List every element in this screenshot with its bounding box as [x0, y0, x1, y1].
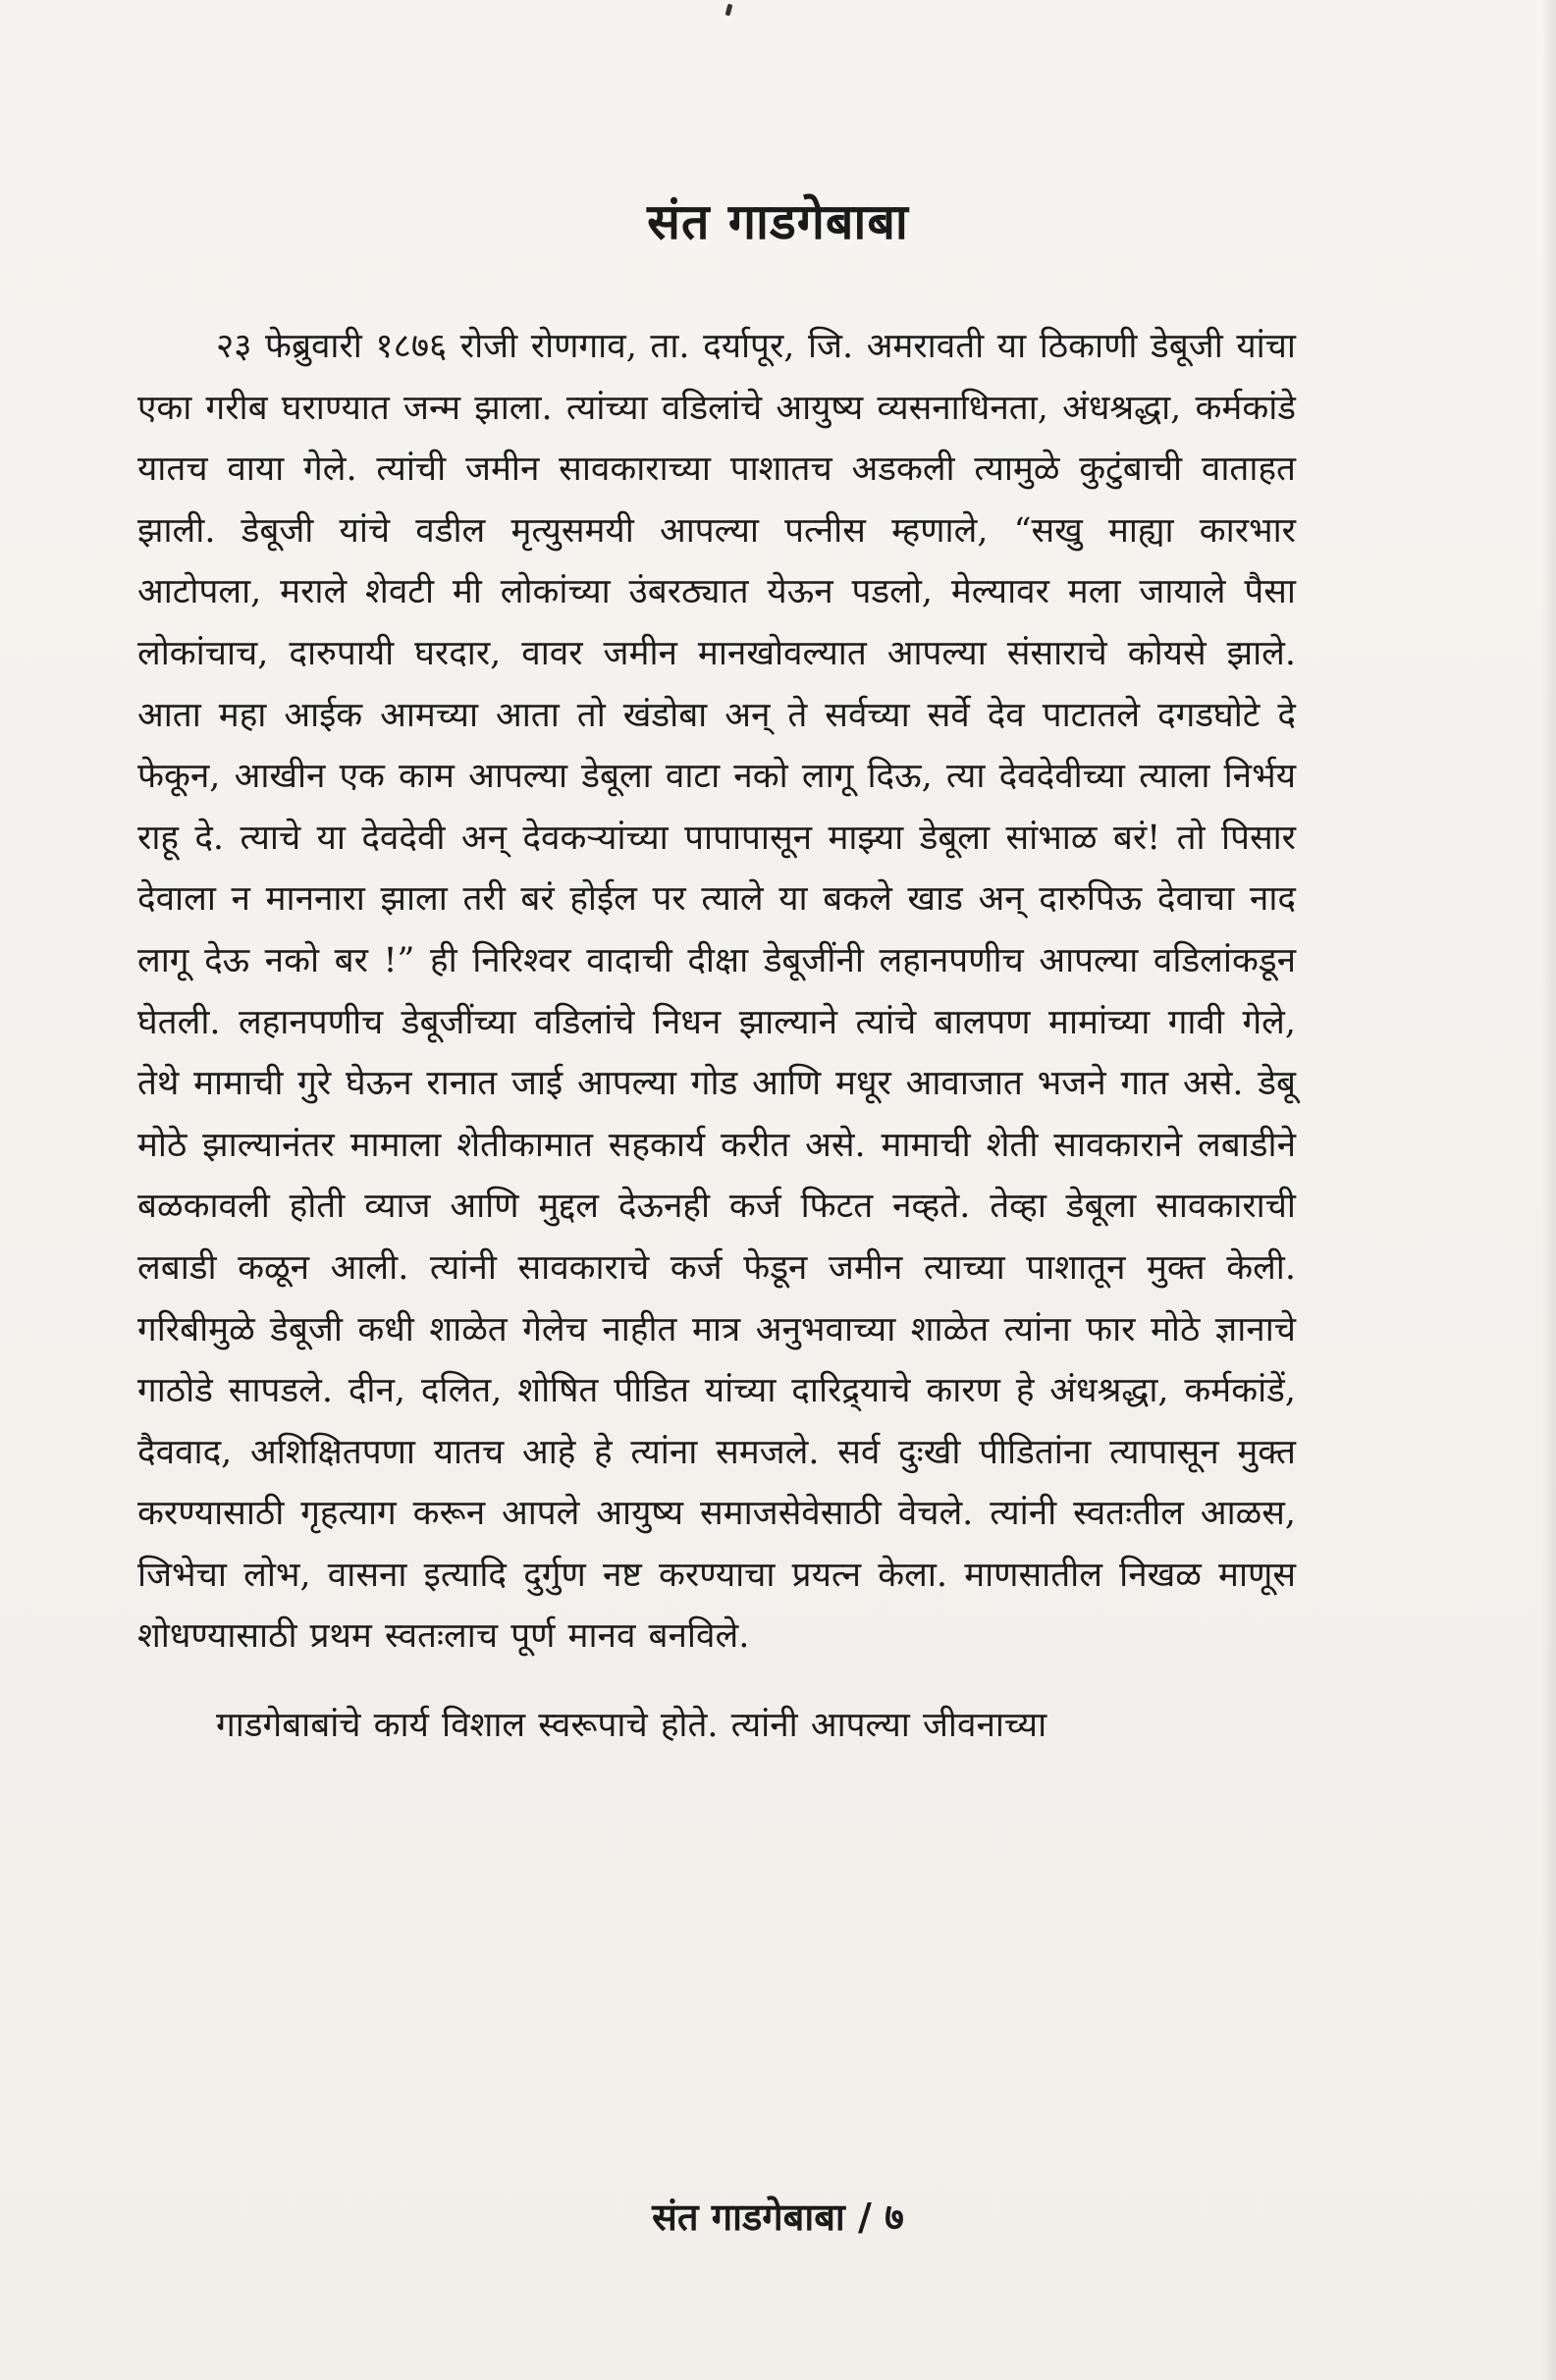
page-title: संत गाडगेबाबा	[647, 192, 909, 250]
body-text	[137, 316, 1296, 1757]
paragraph-2: गाडगेबाबांचे कार्य विशाल स्वरूपाचे होते. त्यांनी आपल्या जीवनाच्या	[216, 1706, 1047, 1746]
page-footer: संत गाडगेबाबा / ७	[652, 2195, 904, 2239]
ink-mark	[725, 4, 733, 17]
page-edge-shadow	[1542, 0, 1556, 2380]
paragraph-1: २३ फेब्रुवारी १८७६ रोजी रोणगाव, ता. दर्यापूर, जि. अमरावती या ठिकाणी डेबूजी यांचा एका गरीब घराण्यात जन्म झाला. त्यांच्या वडिलांचे आयुष्य व्यसनाधिनता, अंधश्रद्धा, कर्मकांडे यातच वाया गेले. त्यांची जमीन सावकाराच्या पाशातच अडकली त्यामुळे कुटुंबाची वाताहत झाली. डेबूजी यांचे वडील मृत्युसमयी आपल्या पत्नीस म्हणाले, “सखु माह्या कारभार आटोपला, मराले शेवटी मी लोकांच्या उंबरठ्यात येऊन पडलो, मेल्यावर मला जायाले पैसा लोकांचाच, दारुपायी घरदार, वावर जमीन मानखोवल्यात आपल्या संसाराचे कोयसे झाले. आता महा आईक आमच्या आता तो खंडोबा अन् ते सर्वच्या सर्वे देव पाटातले दगडघोटे दे फेकून, आखीन एक काम आपल्या डेबूला वाटा नको लागू दिऊ, त्या देवदेवीच्या त्याला निर्भय राहू दे. त्याचे या देवदेवी अन् देवकऱ्यांच्या पापापासून माझ्या डेबूला सांभाळ बरं! तो पिसार देवाला न माननारा झाला तरी बरं होईल पर त्याले या बकले खाड अन् दारुपिऊ देवाचा नाद लागू देऊ नको बर !” ही निरिश्वर वादाची दीक्षा डेबूजींनी लहानपणीच आपल्या वडिलांकडून घेतली. लहानपणीच डेबूजींच्या वडिलांचे निधन झाल्याने त्यांचे बालपण मामांच्या गावी गेले, तेथे मामाची गुरे घेऊन रानात जाई आपल्या गोड आणि मधूर आवाजात भजने गात असे. डेबू मोठे झाल्यानंतर मामाला शेतीकामात सहकार्य करीत असे. मामाची शेती सावकाराने लबाडीने बळकावली होती व्याज आणि मुद्दल देऊनही कर्ज फिटत नव्हते. तेव्हा डेबूला सावकाराची लबाडी कळून आली. त्यांनी सावकाराचे कर्ज फेडून जमीन त्याच्या पाशातून मुक्त केली. गरिबीमुळे डेबूजी कधी शाळेत गेलेच नाहीत मात्र अनुभवाच्या शाळेत त्यांना फार मोठे ज्ञानाचे गाठोडे सापडले. दीन, दलित, शोषित पीडित यांच्या दारिद्र्याचे कारण हे अंधश्रद्धा, कर्मकांडें, दैववाद, अशिक्षितपणा यातच आहे हे त्यांना समजले. सर्व दुःखी पीडितांना त्यापासून मुक्त करण्यासाठी गृहत्याग करून आपले आयुष्य समाजसेवेसाठी वेचले. त्यांनी स्वतःतील आळस, जिभेचा लोभ, वासना इत्यादि दुर्गुण नष्ट करण्याचा प्रयत्न केला. माणसातील निखळ माणूस शोधण्यासाठी प्रथम स्वतःलाच पूर्ण मानव बनविले.	[137, 327, 1296, 1657]
